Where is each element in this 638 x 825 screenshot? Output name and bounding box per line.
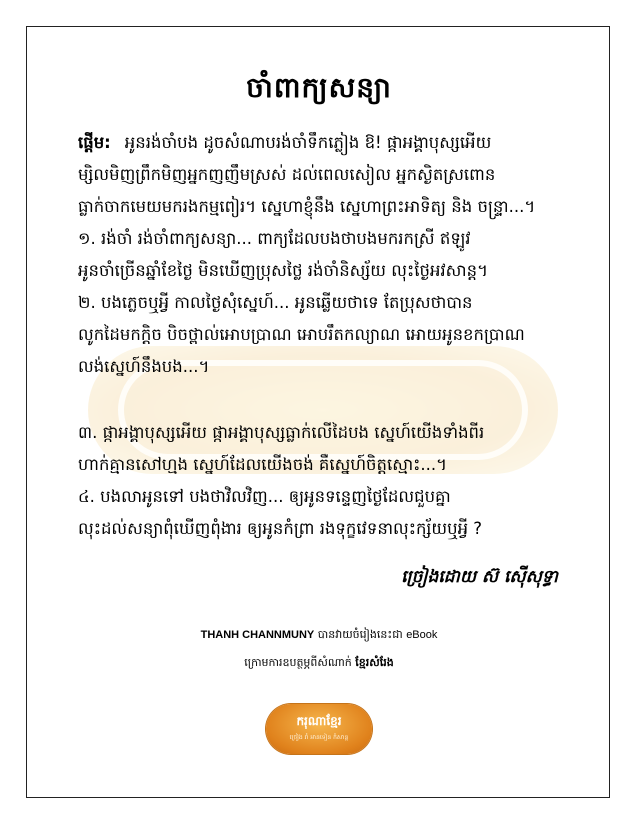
logo-title: ករុណាខ្មែរ <box>296 714 342 728</box>
song-title: ចាំពាក្យសន្យា <box>246 71 392 104</box>
logo-subtitle: ច្រៀង រាំ អានទៀន កំសាន្ត <box>289 734 349 741</box>
intro-line-1-text: អូនរង់ចាំបង ដូចសំណាបរង់ចាំទឹកភ្លៀង ឱ! ផ្កាអង្គាបុស្សអើយ <box>124 133 492 152</box>
verse-3-line-1: ៣. ផ្កាអង្គាបុស្សអើយ ផ្កាអង្គាបុស្សធ្លាក់លើដៃបង ស្នេហ៍យើងទាំងពីរ <box>78 423 485 442</box>
verse-1-line-1: ១. រង់ចាំ រង់ចាំពាក្យសន្យា... ពាក្យដែលបងថាបងមករកស្រី ឥឡូវ <box>78 229 471 248</box>
verse-2-line-2: លូកដៃមកក្ដិច បិចថ្ពាល់អោបប្រាណ អោបរឹតកល្យាណ អោយអូនខកប្រាណ <box>78 325 525 344</box>
author-credit: ច្រៀងដោយ ស៊ ស៊ើសុទ្ធា <box>401 567 558 587</box>
verse-2-line-1: ២. បងភ្លេចឬអ្វី កាលថ្ងៃសុំស្នេហ៍... អូនឆ្លើយថាទេ តែប្រុសថាបាន <box>78 293 473 312</box>
ebook-text: បានវាយចំរៀងនេះជា <box>317 628 403 641</box>
intro-lead: ផ្ដើម: <box>78 133 111 152</box>
verse-3-line-2: ហាក់គ្មានសៅហ្មង ស្នេហ៍ដែលយើងចង់ គឺស្នេហ៍ចិត្តស្មោះ...។ <box>78 455 448 474</box>
intro-line-2: ម្សិលមិញព្រឹកមិញអ្នកញញឹមស្រស់ ដល់ពេលសៀល អ្នកស្ងិតស្រពោន <box>78 165 496 184</box>
verse-3 <box>78 417 578 481</box>
typist-name: THANH CHANNMUNY <box>200 629 315 641</box>
verse-1-line-2: អូនចាំច្រើនឆ្នាំខែថ្ងៃ មិនឃើញប្រុសថ្លៃ រង់ចាំនិស្ស័យ លុះថ្ងៃអវសាន្ត។ <box>78 261 488 280</box>
ebook-credit <box>0 628 638 644</box>
intro-stanza <box>78 127 578 223</box>
verse-2 <box>78 287 578 383</box>
intro-line-3: ធ្លាក់ចាកមេយមករងកម្មពៀរ។ ស្នេហាខ្ញុំនឹង ស្នេហាព្រះអាទិត្យ និង ចន្ទ្រា...។ <box>78 197 536 216</box>
verse-4 <box>78 481 578 545</box>
verse-1 <box>78 223 578 287</box>
intro-line-1 <box>78 127 578 159</box>
verse-4-line-1: ៤. បងលាអូនទៅ បងថាវិលវិញ... ឲ្យអូនទន្ទេញថ្ងៃដែលជួបគ្នា <box>78 487 451 506</box>
sponsor-credit <box>0 656 638 672</box>
brand-logo <box>266 704 372 754</box>
ebook-format: eBook <box>406 629 438 641</box>
verse-4-line-2: លុះដល់សន្យាពុំឃើញពុំងារ ឲ្យអូនកំព្រា រងទុក្ខវេទនាលុះក្ស័យឬអ្វី ? <box>78 519 483 538</box>
verse-2-line-3: លង់ស្នេហ៍នឹងបង...។ <box>78 357 210 376</box>
sponsor-text: ក្រោមការឧបត្ថម្ភពីសំណាក់ <box>244 656 352 669</box>
sponsor-name: ខ្មែរសំរែង <box>355 656 394 669</box>
